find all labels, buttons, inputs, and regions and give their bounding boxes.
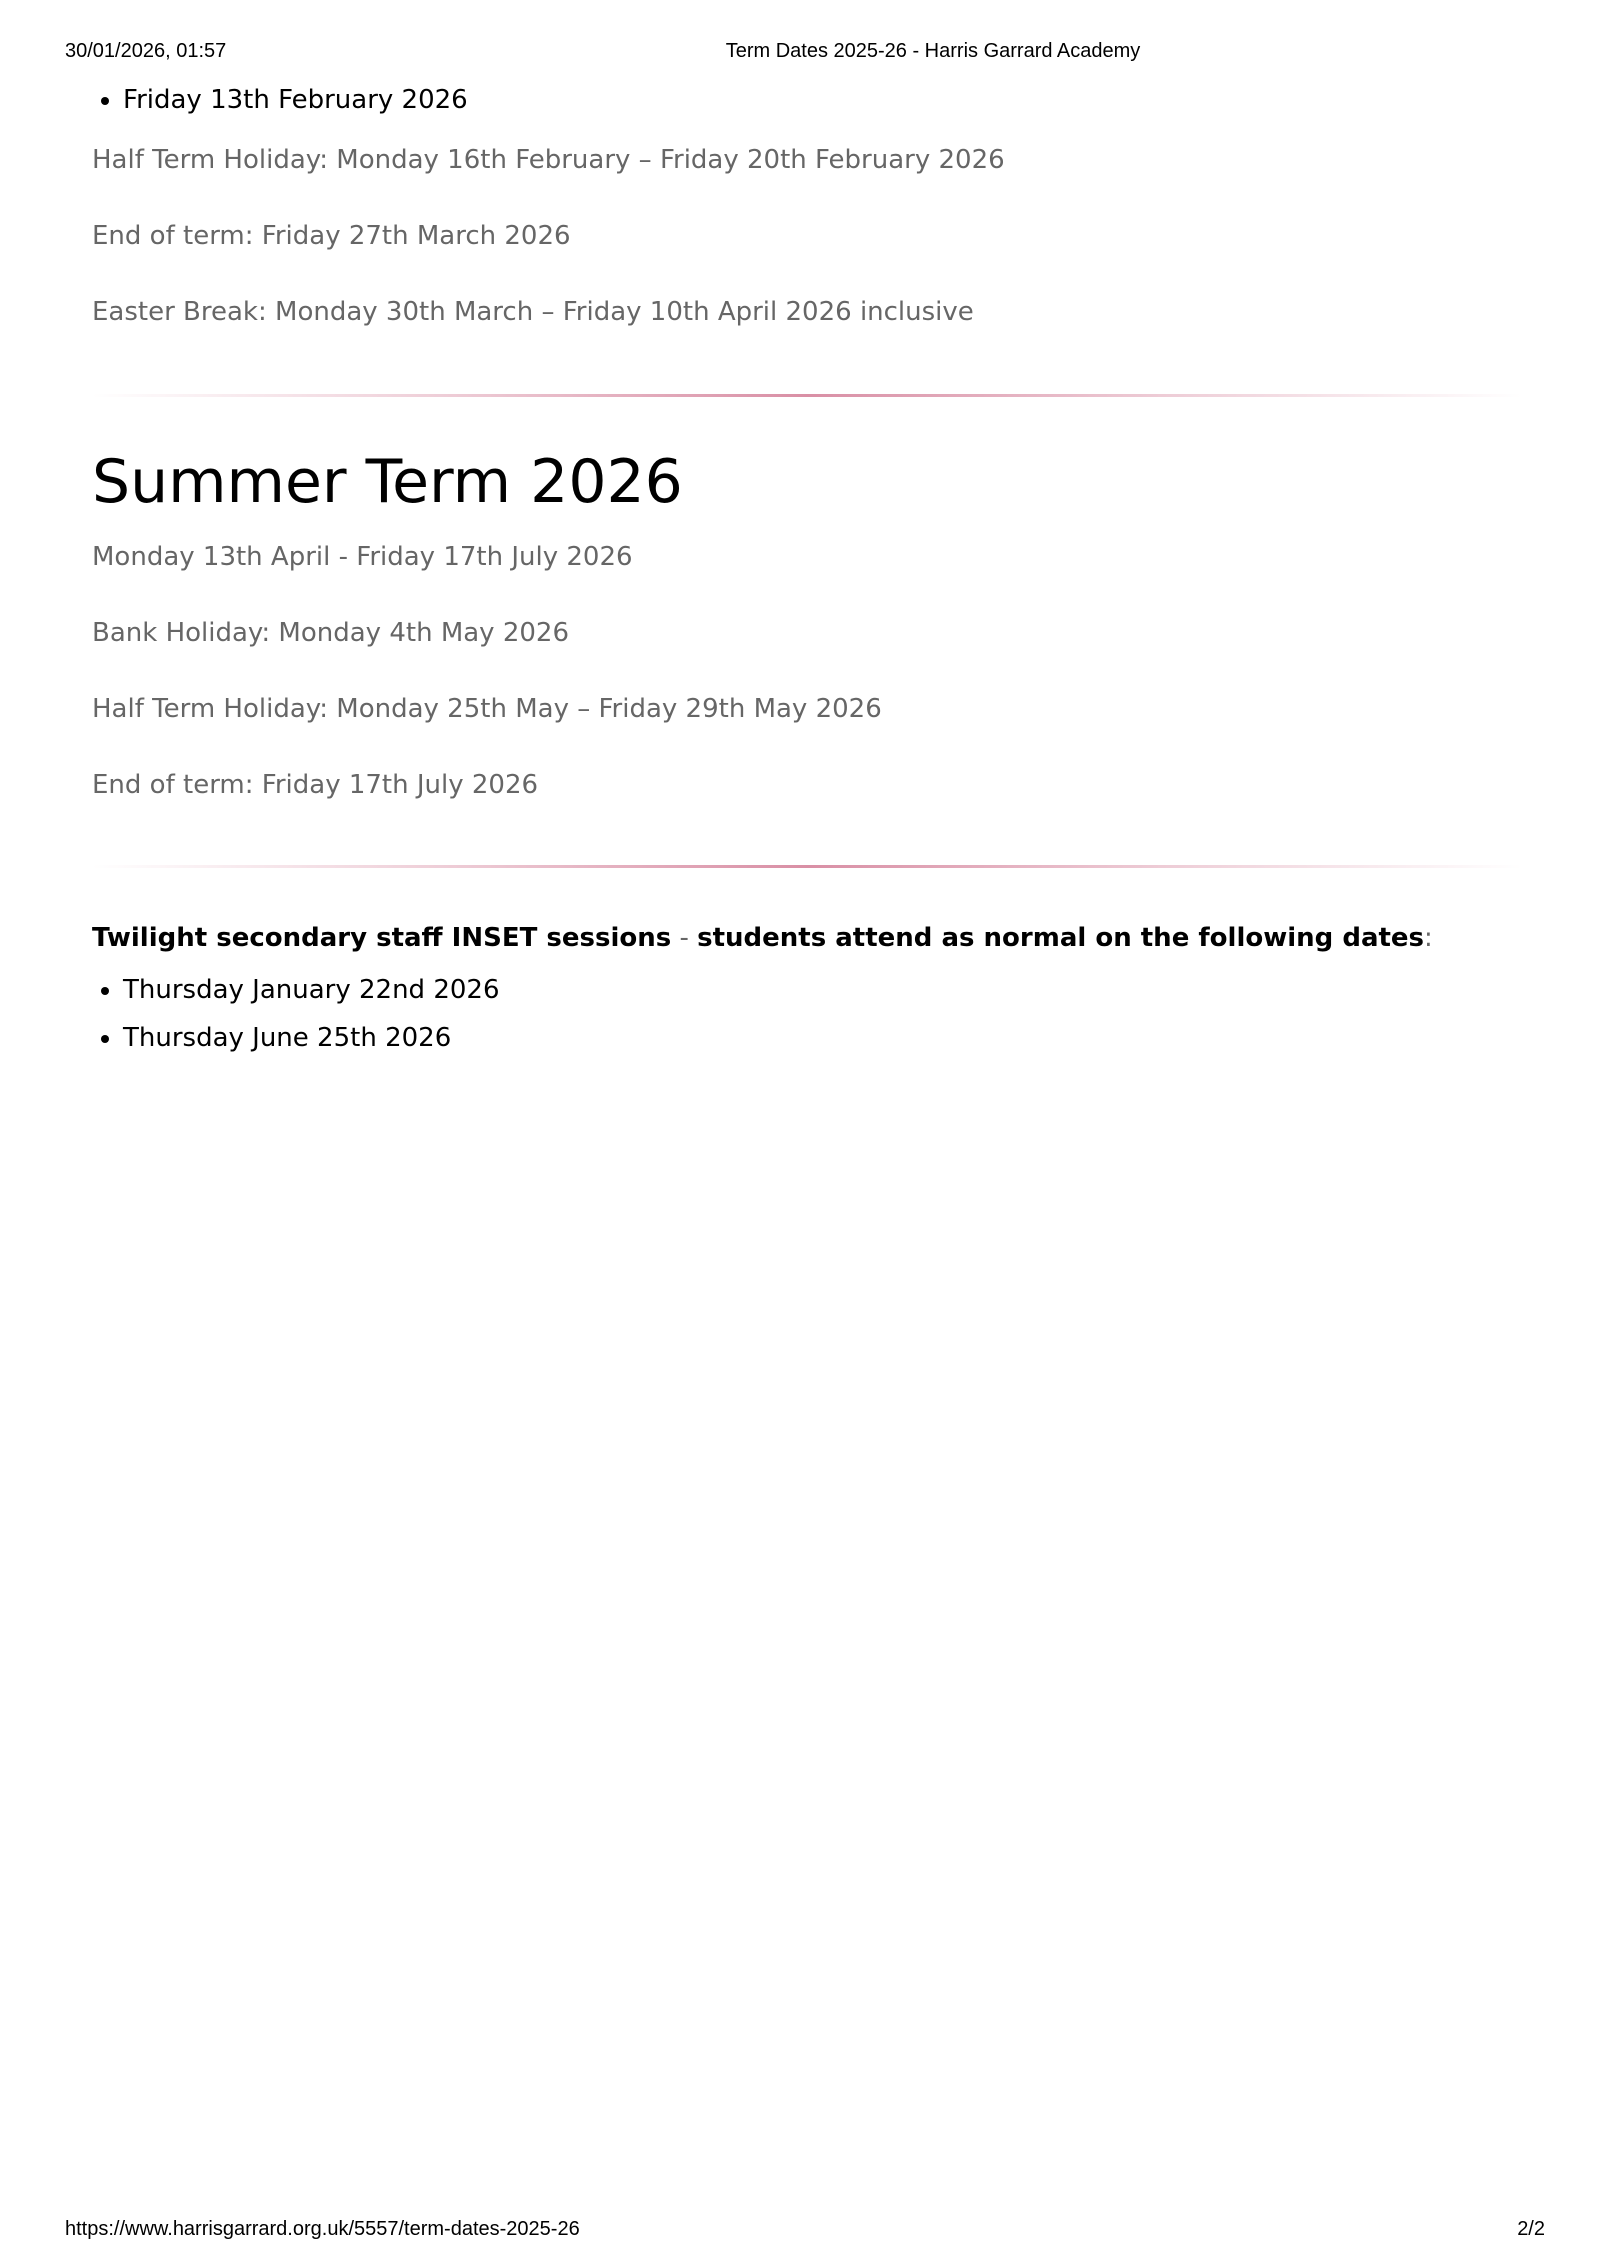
- spring-inset-list: [92, 76, 1522, 124]
- twilight-dates-list: [92, 966, 1522, 1062]
- spring-half-term: Half Term Holiday: Monday 16th February – Friday 20th February 2026: [92, 145, 1005, 175]
- twilight-inset-heading: [92, 920, 1522, 956]
- summer-end-of-term: End of term: Friday 17th July 2026: [92, 770, 539, 800]
- page-content: [92, 76, 1522, 1062]
- print-header: [0, 40, 1600, 66]
- twilight-label: Twilight secondary staff INSET sessions: [92, 923, 672, 953]
- twilight-colon: :: [1424, 923, 1433, 953]
- easter-break: Easter Break: Monday 30th March – Friday 10th April 2026 inclusive: [92, 297, 974, 327]
- list-item: • Thursday January 22nd 2026: [123, 966, 1522, 1014]
- print-datetime: 30/01/2026, 01:57: [65, 40, 227, 62]
- twilight-separator: -: [671, 923, 698, 953]
- print-url: https://www.harrisgarrard.org.uk/5557/term-dates-2025-26: [65, 2218, 580, 2240]
- print-footer: [0, 2218, 1600, 2244]
- list-item: • Thursday June 25th 2026: [123, 1014, 1522, 1062]
- print-page-title: Term Dates 2025-26 - Harris Garrard Academy: [725, 40, 1141, 62]
- twilight-note: students attend as normal on the following dates: [697, 923, 1425, 953]
- summer-term-dates: Monday 13th April - Friday 17th July 2026: [92, 542, 633, 572]
- summer-half-term: Half Term Holiday: Monday 25th May – Friday 29th May 2026: [92, 694, 882, 724]
- spring-end-of-term: End of term: Friday 27th March 2026: [92, 221, 571, 251]
- section-divider: [92, 394, 1522, 397]
- print-page-number: 2/2: [1517, 2218, 1545, 2240]
- list-item: • Friday 13th February 2026: [123, 76, 1522, 124]
- section-divider: [92, 865, 1522, 868]
- summer-term-heading: Summer Term 2026: [92, 447, 683, 517]
- summer-bank-holiday: Bank Holiday: Monday 4th May 2026: [92, 618, 570, 648]
